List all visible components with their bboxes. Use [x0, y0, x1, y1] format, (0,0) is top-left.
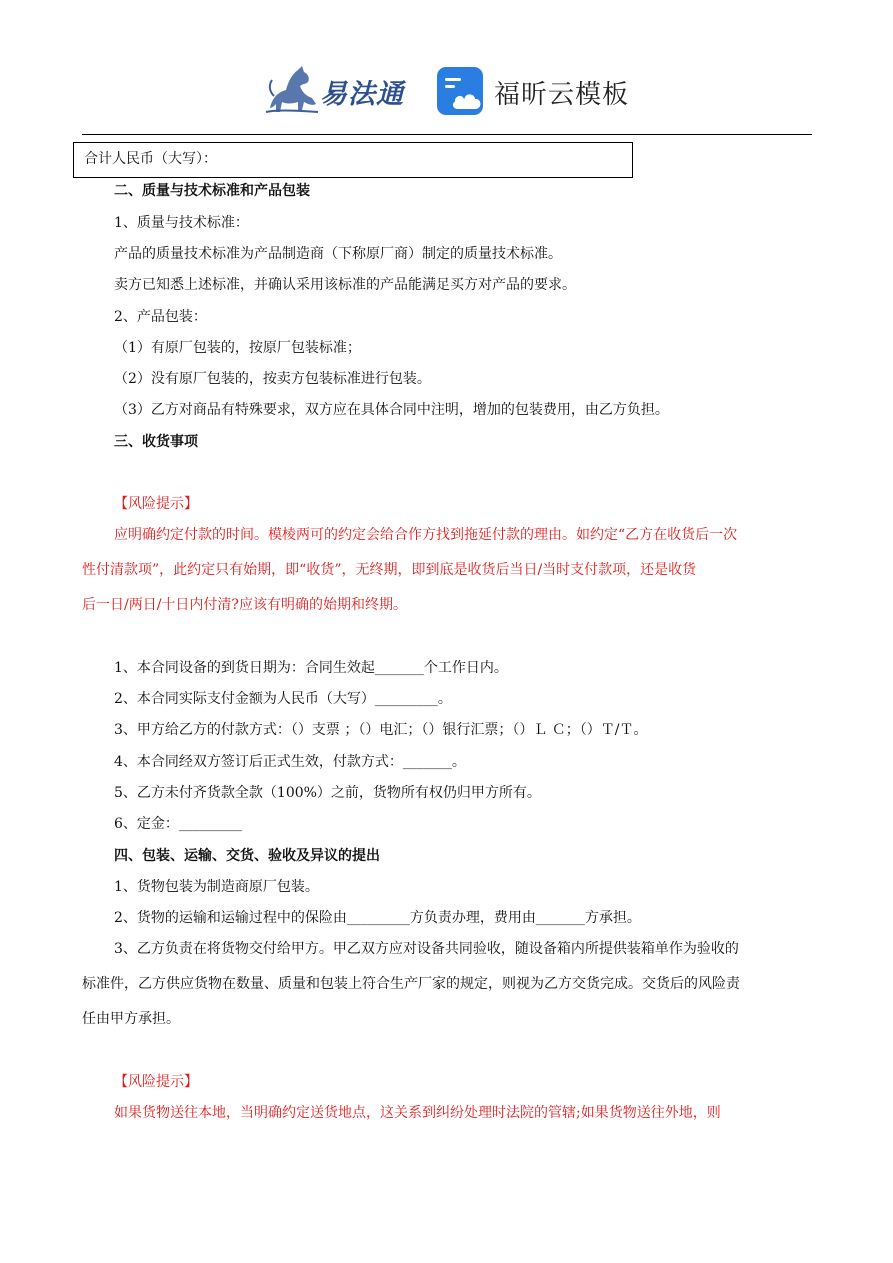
section-3-heading: 三、收货事项 [114, 434, 198, 450]
section-4-heading: 四、包装、运输、交货、验收及异议的提出 [114, 848, 380, 864]
paragraph-line: 2、产品包装： [114, 309, 207, 325]
yifatong-logo [262, 62, 412, 118]
paragraph-line: （1）有原厂包装的，按原厂包装标准； [114, 340, 361, 356]
paragraph-line: 1、本合同设备的到货日期为：合同生效起_______个工作日内。 [114, 660, 508, 676]
paragraph-line: （3）乙方对商品有特殊要求，双方应在具体合同中注明，增加的包装费用，由乙方负担。 [114, 402, 669, 418]
risk-notice-line: 后一日/两日/十日内付清?应该有明确的始期和终期。 [82, 597, 407, 613]
risk-notice-title: 【风险提示】 [114, 1074, 198, 1090]
page-header [0, 0, 893, 136]
total-amount-label: 合计人民币（大写）： [84, 151, 217, 167]
paragraph-line: 任由甲方承担。 [82, 1011, 180, 1027]
paragraph-line: 1、货物包装为制造商原厂包装。 [114, 879, 319, 895]
paragraph-line: 3、乙方负责在将货物交付给甲方。甲乙双方应对设备共同验收，随设备箱内所提供装箱单作为验收的 [114, 941, 739, 957]
paragraph-line: 产品的质量技术标准为产品制造商（下称原厂商）制定的质量技术标准。 [114, 246, 562, 262]
paragraph-line: 2、货物的运输和运输过程中的保险由_________方负责办理，费用由_______方承担。 [114, 910, 641, 926]
section-2-heading: 二、质量与技术标准和产品包装 [114, 183, 310, 199]
paragraph-line: 1、质量与技术标准： [114, 215, 249, 231]
paragraph-line: 5、乙方未付齐货款全款（100%）之前，货物所有权仍归甲方所有。 [114, 785, 541, 801]
risk-notice-line: 如果货物送往本地，当明确约定送货地点，这关系到纠纷处理时法院的管辖;如果货物送往外地，则 [114, 1105, 721, 1121]
document-cloud-icon [436, 66, 488, 118]
fuxin-brand-text: 福昕云模板 [494, 80, 630, 110]
paragraph-line: 卖方已知悉上述标准，并确认采用该标准的产品能满足买方对产品的要求。 [114, 277, 576, 293]
paragraph-line: 2、本合同实际支付金额为人民币（大写）_________。 [114, 691, 452, 707]
risk-notice-title: 【风险提示】 [114, 496, 198, 512]
paragraph-line: 标准件，乙方供应货物在数量、质量和包装上符合生产厂家的规定，则视为乙方交货完成。交货后的风险责 [82, 976, 740, 992]
paragraph-line: （2）没有原厂包装的，按卖方包装标准进行包装。 [114, 371, 431, 387]
yifatong-brand-text: 易法通 [320, 79, 404, 110]
paragraph-line: 4、本合同经双方签订后正式生效，付款方式：_______。 [114, 754, 466, 770]
risk-notice-line: 性付清款项”，此约定只有始期，即“收货”，无终期，即到底是收货后当日/当时支付款项，还是收货 [82, 562, 697, 578]
paragraph-line: 3、甲方给乙方的付款方式：（）支票 ；（）电汇；（）银行汇票；（）Ｌ Ｃ；（）Ｔ/Ｔ。 [114, 722, 648, 738]
paragraph-line: 6、定金：_________ [114, 816, 242, 832]
total-amount-box [73, 142, 633, 178]
header-divider [82, 134, 812, 135]
unicorn-icon [262, 62, 322, 118]
risk-notice-line: 应明确约定付款的时间。模棱两可的约定会给合作方找到拖延付款的理由。如约定“乙方在收货后一次 [114, 527, 738, 543]
